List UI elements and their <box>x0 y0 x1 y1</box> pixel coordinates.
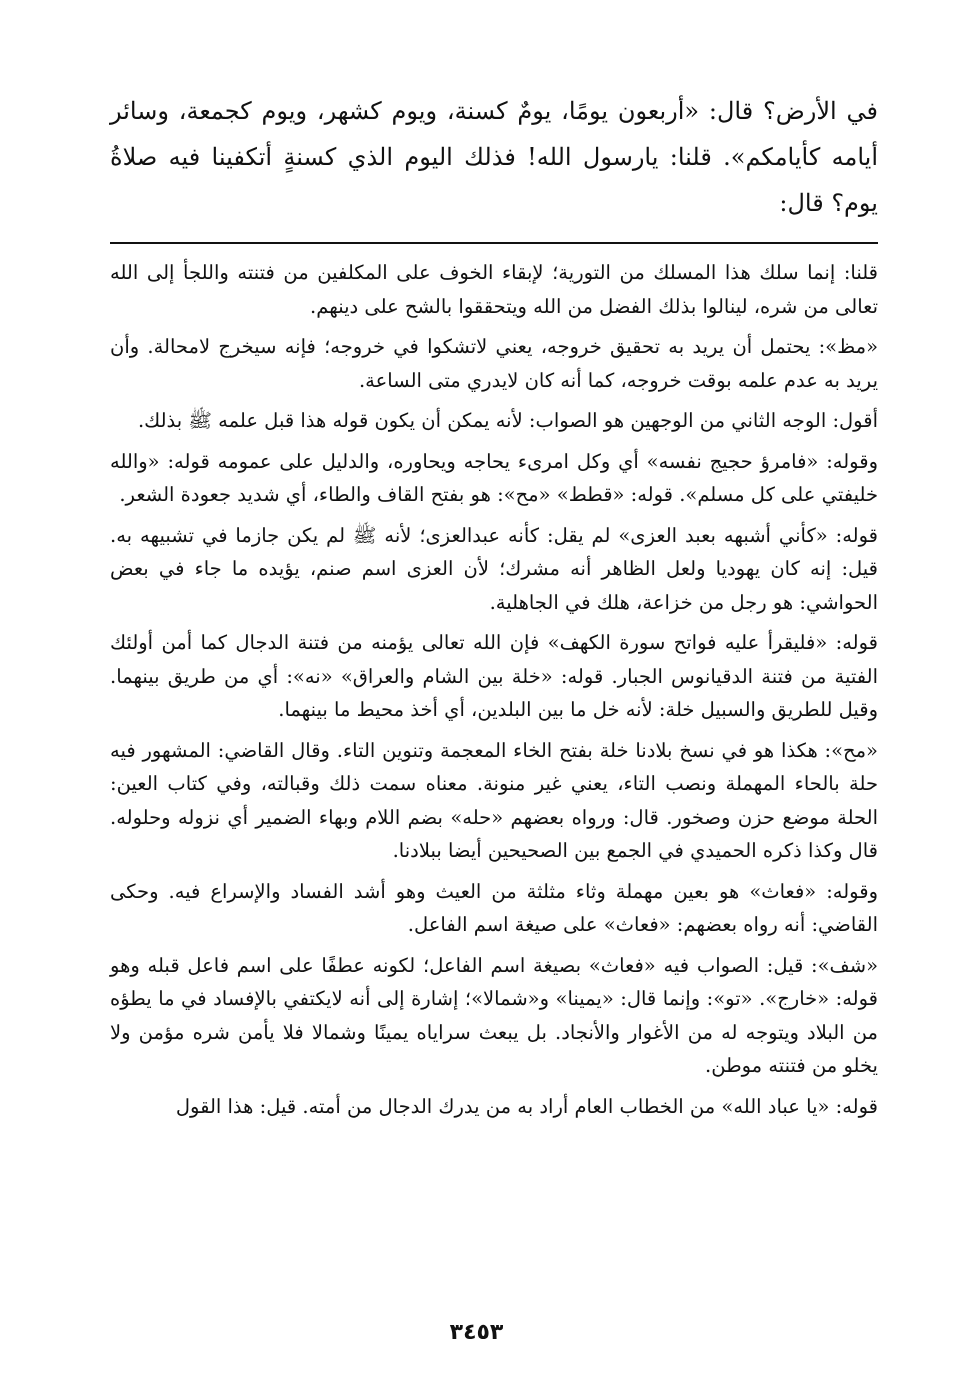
commentary-paragraph: «مظ»: يحتمل أن يريد به تحقيق خروجه، يعني لاتشكوا في خروجه؛ فإنه سيخرج لامحالة. وأن يريد به عدم علمه بوقت خروجه، كما أنه كان لايدري متى الساعة. <box>110 335 878 392</box>
commentary <box>110 256 878 1123</box>
page-number: ٣٤٥٣ <box>449 1320 504 1345</box>
commentary-paragraph: أقول: الوجه الثاني من الوجهين هو الصواب: لأنه يمكن أن يكون قوله هذا قبل علمه ﷺ بذلك. <box>137 409 878 432</box>
commentary-paragraph: قلنا: إنما سلك هذا المسلك من التورية؛ لإبقاء الخوف على المكلفين من فتنته واللجأ إلى الله تعالى من شره، لينالوا بذلك الفضل من الله ويتحققوا بالشح على دينهم. <box>110 261 878 318</box>
commentary-paragraph: «شف»: قيل: الصواب فيه «فعاث» بصيغة اسم الفاعل؛ لكونه عطفًا على اسم فاعل قبله وهو قوله: «خارج». «تو»: وإنما قال: «يمينا» و«شمالا»؛ إشارة إلى أنه لايكتفي بالإفساد في ما يطؤه من البلاد ويتوجه له من الأغوار والأنجاد. بل يبعث سراياه يمينًا وشمالا فلا يأمن شره مؤمن ولا يخلو من فتنته موطن. <box>110 953 878 1077</box>
footnote-divider <box>110 242 878 244</box>
page-body <box>110 88 878 1130</box>
commentary-paragraph: قوله: «يا عباد الله» من الخطاب العام أراد به من يدرك الدجال من أمته. قيل: هذا القول <box>175 1094 878 1118</box>
commentary-paragraph: قوله: «كأني أشبهه بعبد العزى» لم يقل: كأنه عبدالعزى؛ لأنه ﷺ لم يكن جازما في تشبيهه به. قيل: إنه كان يهوديا ولعل الظاهر أنه مشرك؛ لأن العزى اسم صنم، يؤيده ما جاء في بعض الحواشي: هو رجل من خزاعة، هلك في الجاهلية. <box>110 523 878 614</box>
main-text: في الأرض؟ قال: «أربعون يومًا، يومٌ كسنة، ويوم كشهر، ويوم كجمعة، وسائر أيامه كأيامكم». قلنا: يارسول الله! فذلك اليوم الذي كسنةٍ أتكفينا فيه صلاةُ يوم؟ قال: <box>110 97 878 217</box>
commentary-paragraph: وقوله: «فعاث» هو بعين مهملة وثاء مثلثة من العيث وهو أشد الفساد والإسراع فيه. وحكى القاضي: أنه رواه بعضهم: «فعاث» على صيغة اسم الفاعل. <box>110 879 878 936</box>
commentary-paragraph: «مح»: هكذا هو في نسخ بلادنا خلة بفتح الخاء المعجمة وتنوين التاء. وقال القاضي: المشهور فيه حلة بالحاء المهملة ونصب التاء، يعني غير منونة. معناه سمت ذلك وقبالته، وفي كتاب العين: الحلة موضع حزن وصخور. قال: ورواه بعضهم «حله» بضم اللام وبهاء الضمير أي نزوله وحلوله. قال وكذا ذكره الحميدي في الجمع بين الصحيحين أيضا ببلادنا. <box>110 738 878 862</box>
commentary-paragraph: وقوله: «فامرؤ حجيج نفسه» أي وكل امرىء يحاجه ويحاوره، والدليل على عمومه قوله: «والله خليفتي على كل مسلم». قوله: «قطط» «مح»: هو بفتح القاف والطاء، أي شديد جعودة الشعر. <box>110 449 878 506</box>
commentary-paragraph: قوله: «فليقرأ عليه فواتح سورة الكهف» فإن الله تعالى يؤمنه من فتنة الدجال كما أمن أولئك الفتية من فتنة الدقيانوس الجبار. قوله: «خلة بين الشام والعراق» «نه»: أي من طريق بينهما. وقيل للطريق والسبيل خلة: لأنه خل ما بين البلدين، أي أخذ محيط ما بينهما. <box>110 631 878 721</box>
